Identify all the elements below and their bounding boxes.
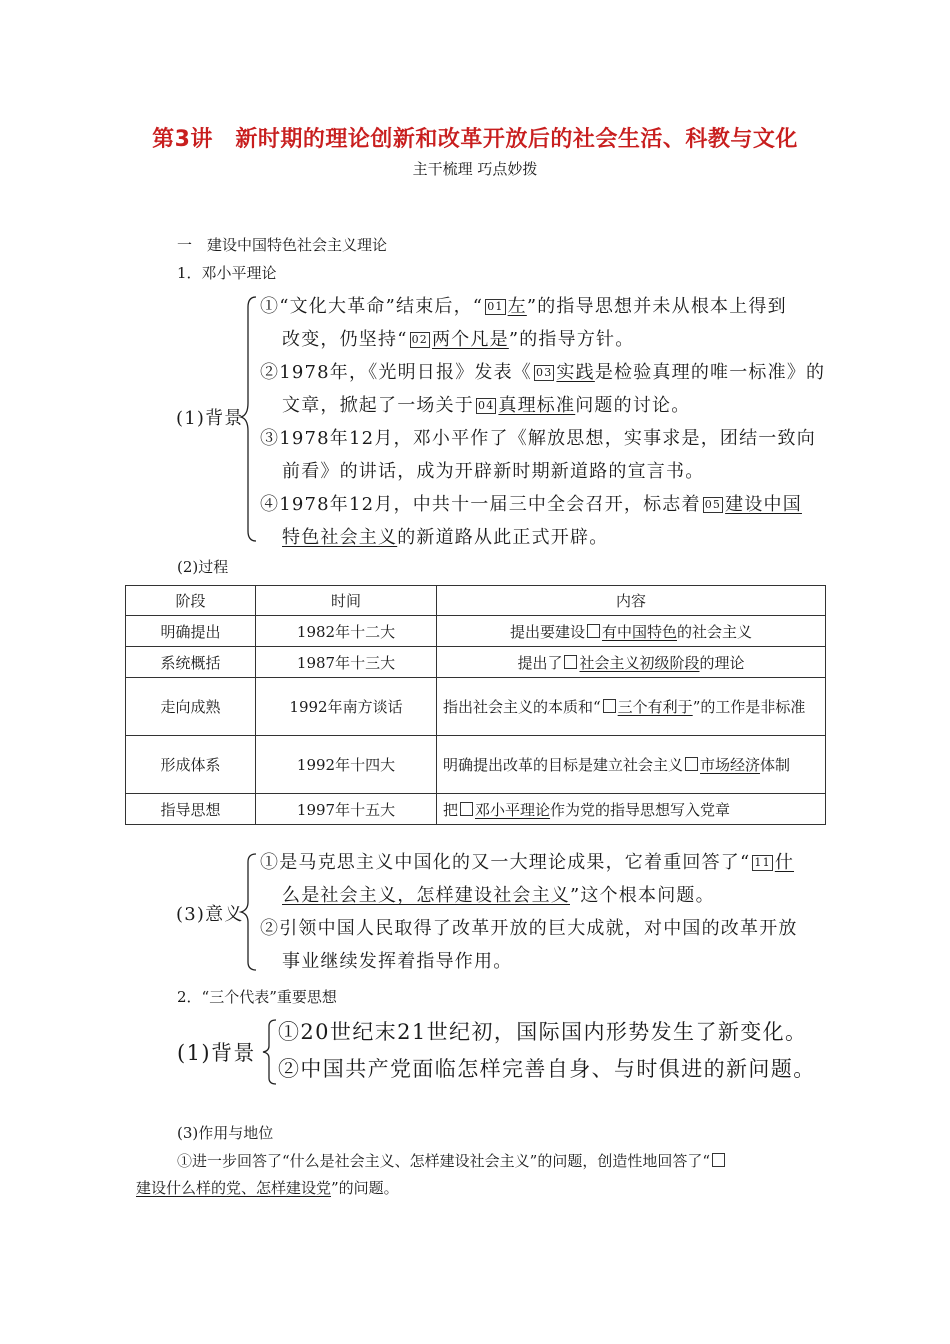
brace-icon (240, 852, 260, 974)
table-cell-time: 1992年南方谈话 (256, 678, 437, 736)
table-cell-content: 把 邓小平理论作为党的指导思想写入党章 (437, 794, 826, 825)
significance-line-2: 么是社会主义，怎样建设社会主义”这个根本问题。 (282, 885, 715, 906)
blank-box-icon (712, 1153, 725, 1167)
bg-item-2-line-1: ②1978年，《光明日报》发表《 03 实践是检验真理的唯一标准》的 (260, 362, 826, 383)
table-cell-time: 1982年十二大 (256, 616, 437, 647)
table-header: 内容 (437, 586, 826, 616)
table-cell-content: 明确提出改革的目标是建立社会主义 市场经济体制 (437, 736, 826, 794)
table-cell-content: 指出社会主义的本质和“ 三个有利于”的工作是非标准 (437, 678, 826, 736)
blank-box-icon (685, 757, 698, 771)
background2-list (278, 1014, 848, 1088)
background-label: (1)背景 (176, 408, 244, 429)
significance-list (260, 846, 838, 978)
role-label: (3)作用与地位 (177, 1124, 274, 1142)
table-row (126, 616, 826, 647)
table-row (126, 736, 826, 794)
table-cell-stage: 形成体系 (126, 736, 256, 794)
brace-icon (240, 295, 260, 545)
bg-item-3-line-1: ③1978年12月，邓小平作了《解放思想，实事求是，团结一致向 (260, 428, 816, 449)
blank-box-icon (564, 655, 577, 669)
bg-item-4-line-1: ④1978年12月，中共十一届三中全会召开，标志着 05 建设中国 (260, 494, 802, 515)
subsection-heading-deng: 1．邓小平理论 (177, 264, 277, 282)
table-cell-time: 1987年十三大 (256, 647, 437, 678)
role-line-1: ①进一步回答了“什么是社会主义、怎样建设社会主义”的问题，创造性地回答了“ (177, 1150, 842, 1171)
table-row (126, 794, 826, 825)
blank-box-icon (460, 802, 473, 816)
table-cell-stage: 明确提出 (126, 616, 256, 647)
table-row (126, 647, 826, 678)
background-list (260, 290, 835, 554)
blank-number-badge: 04 (478, 399, 495, 412)
bg-item-2-line-2: 文章，掀起了一场关于 04 真理标准问题的讨论。 (282, 395, 691, 416)
page-title: 第3讲 新时期的理论创新和改革开放后的社会生活、科教与文化 (152, 127, 798, 152)
table-cell-time: 1992年十四大 (256, 736, 437, 794)
significance-label: (3)意义 (176, 904, 244, 925)
table-cell-stage: 指导思想 (126, 794, 256, 825)
blank-number-badge: 02 (411, 333, 429, 346)
blank-number-badge: 05 (704, 498, 722, 511)
significance-line-3: ②引领中国人民取得了改革开放的巨大成就，对中国的改革开放 (260, 918, 798, 939)
page-subtitle: 主干梳理 巧点妙拨 (412, 160, 538, 178)
table-cell-content: 提出了 社会主义初级阶段的理论 (437, 647, 826, 678)
section-heading: 一 建设中国特色社会主义理论 (177, 236, 388, 254)
table-cell-stage: 走向成熟 (126, 678, 256, 736)
bg-item-3-line-2: 前看》的讲话，成为开辟新时期新道路的宣言书。 (282, 461, 705, 482)
table-cell-stage: 系统概括 (126, 647, 256, 678)
blank-box-icon (603, 699, 616, 713)
bg-item-1-line-1: ①“文化大革命”结束后，“ 01 左”的指导思想并未从根本上得到 (260, 296, 787, 317)
table-header-row (126, 586, 826, 616)
process-label: (2)过程 (177, 558, 229, 576)
background2-label: (1)背景 (177, 1041, 256, 1065)
blank-box-icon (587, 624, 600, 638)
significance-line-1: ①是马克思主义中国化的又一大理论成果，它着重回答了“ 11 什 (260, 852, 795, 873)
table-header: 时间 (256, 586, 437, 616)
role-line-2: 建设什么样的党、怎样建设党”的问题。 (136, 1179, 399, 1197)
bg-item-4-line-2: 特色社会主义的新道路从此正式开辟。 (282, 527, 609, 548)
blank-number-badge: 01 (487, 300, 504, 313)
table-row (126, 678, 826, 736)
significance-line-4: 事业继续发挥着指导作用。 (282, 951, 513, 972)
subsection-heading-three-represents: 2．“三个代表”重要思想 (177, 988, 337, 1006)
table-cell-content: 提出要建设 有中国特色的社会主义 (437, 616, 826, 647)
process-table (125, 585, 826, 825)
table-cell-time: 1997年十五大 (256, 794, 437, 825)
table-header: 阶段 (126, 586, 256, 616)
background2-item: ②中国共产党面临怎样完善自身、与时俱进的新问题。 (278, 1057, 816, 1081)
blank-number-badge: 03 (536, 366, 553, 379)
bg-item-1-line-2: 改变，仍坚持“ 02 两个凡是”的指导方针。 (282, 329, 635, 350)
background2-item: ①20世纪末21世纪初，国际国内形势发生了新变化。 (278, 1020, 808, 1044)
blank-number-badge: 11 (754, 856, 771, 869)
